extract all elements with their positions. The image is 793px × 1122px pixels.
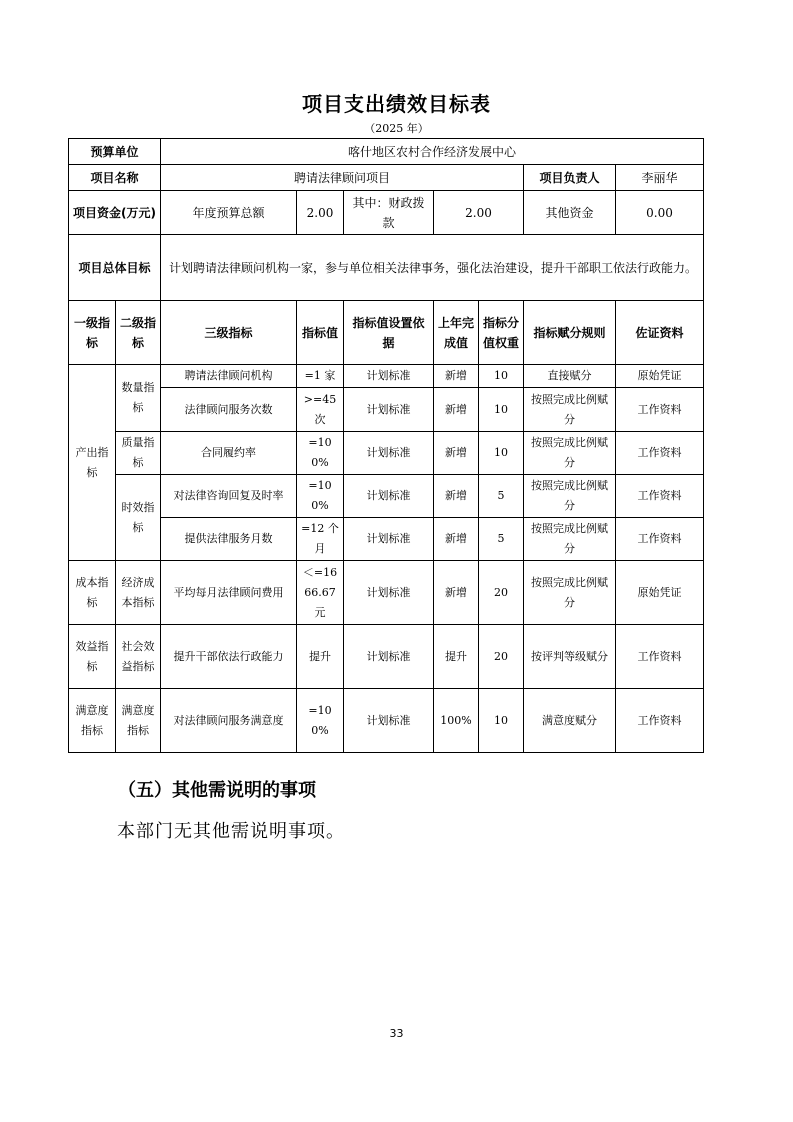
level2-indicator: 时效指标: [116, 475, 161, 561]
evidence: 原始凭证: [616, 561, 704, 625]
scoring-rule: 按评判等级赋分: [524, 625, 616, 689]
indicator-weight: 10: [479, 432, 524, 475]
level1-indicator: 成本指标: [69, 561, 116, 625]
other-funds-label: 其他资金: [524, 191, 616, 235]
indicator-basis: 计划标准: [344, 432, 434, 475]
indicator-weight: 20: [479, 561, 524, 625]
project-owner-label: 项目负责人: [524, 165, 616, 191]
table-row: [69, 518, 704, 561]
col-header: 一级指标: [69, 301, 116, 365]
page-number: 33: [389, 1027, 404, 1040]
year-label: （2025 年）: [364, 122, 429, 135]
table-row: [69, 561, 704, 625]
indicator-value: ＜=1666.67元: [297, 561, 344, 625]
indicator-basis: 计划标准: [344, 561, 434, 625]
indicator-value: =1 家: [297, 365, 344, 388]
table-row: [69, 432, 704, 475]
evidence: 工作资料: [616, 518, 704, 561]
level3-indicator: 聘请法律顾问机构: [161, 365, 297, 388]
other-funds-value: 0.00: [616, 191, 704, 235]
last-year-value: 新增: [434, 388, 479, 432]
last-year-value: 新增: [434, 432, 479, 475]
indicator-value: 提升: [297, 625, 344, 689]
scoring-rule: 按照完成比例赋分: [524, 561, 616, 625]
level2-indicator: 社会效益指标: [116, 625, 161, 689]
indicator-weight: 20: [479, 625, 524, 689]
level3-indicator: 提升干部依法行政能力: [161, 625, 297, 689]
note-paragraph: 本部门无其他需说明事项。: [117, 821, 345, 842]
fiscal-allocation-value: 2.00: [434, 191, 524, 235]
last-year-value: 新增: [434, 365, 479, 388]
overall-goal-label: 项目总体目标: [69, 235, 161, 301]
level3-indicator: 法律顾问服务次数: [161, 388, 297, 432]
level1-indicator: 效益指标: [69, 625, 116, 689]
level3-indicator: 对法律咨询回复及时率: [161, 475, 297, 518]
performance-target-table: [68, 138, 704, 753]
evidence: 工作资料: [616, 689, 704, 753]
indicator-basis: 计划标准: [344, 689, 434, 753]
indicator-value: =100%: [297, 475, 344, 518]
project-owner-value: 李丽华: [616, 165, 704, 191]
indicator-weight: 10: [479, 365, 524, 388]
col-header: 三级指标: [161, 301, 297, 365]
indicator-basis: 计划标准: [344, 365, 434, 388]
project-name-value: 聘请法律顾问项目: [161, 165, 524, 191]
level3-indicator: 对法律顾问服务满意度: [161, 689, 297, 753]
overall-goal-value: 计划聘请法律顾问机构一家，参与单位相关法律事务，强化法治建设，提升干部职工依法行政能力。: [161, 235, 704, 301]
scoring-rule: 按照完成比例赋分: [524, 388, 616, 432]
indicator-basis: 计划标准: [344, 518, 434, 561]
indicator-value: =100%: [297, 689, 344, 753]
col-header: 指标值设置依据: [344, 301, 434, 365]
col-header: 指标赋分规则: [524, 301, 616, 365]
indicator-value: =12 个月: [297, 518, 344, 561]
last-year-value: 新增: [434, 475, 479, 518]
annual-budget-label: 年度预算总额: [161, 191, 297, 235]
col-header: 二级指标: [116, 301, 161, 365]
level3-indicator: 合同履约率: [161, 432, 297, 475]
scoring-rule: 按照完成比例赋分: [524, 432, 616, 475]
indicator-basis: 计划标准: [344, 475, 434, 518]
table-row: [69, 625, 704, 689]
scoring-rule: 按照完成比例赋分: [524, 475, 616, 518]
indicator-weight: 5: [479, 475, 524, 518]
section-heading: （五）其他需说明的事项: [118, 780, 316, 801]
project-name-label: 项目名称: [69, 165, 161, 191]
fiscal-allocation-label: 其中：财政拨款: [344, 191, 434, 235]
level3-indicator: 提供法律服务月数: [161, 518, 297, 561]
level2-indicator: 满意度指标: [116, 689, 161, 753]
scoring-rule: 满意度赋分: [524, 689, 616, 753]
annual-budget-value: 2.00: [297, 191, 344, 235]
col-header: 指标值: [297, 301, 344, 365]
scoring-rule: 按照完成比例赋分: [524, 518, 616, 561]
evidence: 工作资料: [616, 475, 704, 518]
last-year-value: 新增: [434, 561, 479, 625]
indicator-weight: 10: [479, 689, 524, 753]
level1-indicator: 产出指标: [69, 365, 116, 561]
evidence: 工作资料: [616, 625, 704, 689]
table-row: [69, 365, 704, 388]
page-title: 项目支出绩效目标表: [302, 92, 491, 116]
level1-indicator: 满意度指标: [69, 689, 116, 753]
indicator-weight: 5: [479, 518, 524, 561]
budget-unit-value: 喀什地区农村合作经济发展中心: [161, 139, 704, 165]
level2-indicator: 质量指标: [116, 432, 161, 475]
indicator-value: >=45 次: [297, 388, 344, 432]
budget-unit-label: 预算单位: [69, 139, 161, 165]
level3-indicator: 平均每月法律顾问费用: [161, 561, 297, 625]
col-header: 指标分值权重: [479, 301, 524, 365]
indicator-value: =100%: [297, 432, 344, 475]
project-fund-label: 项目资金(万元): [69, 191, 161, 235]
indicator-basis: 计划标准: [344, 625, 434, 689]
scoring-rule: 直接赋分: [524, 365, 616, 388]
table-row: [69, 475, 704, 518]
indicator-weight: 10: [479, 388, 524, 432]
col-header: 佐证资料: [616, 301, 704, 365]
evidence: 工作资料: [616, 388, 704, 432]
evidence: 原始凭证: [616, 365, 704, 388]
table-row: [69, 689, 704, 753]
level2-indicator: 经济成本指标: [116, 561, 161, 625]
last-year-value: 100%: [434, 689, 479, 753]
last-year-value: 新增: [434, 518, 479, 561]
last-year-value: 提升: [434, 625, 479, 689]
evidence: 工作资料: [616, 432, 704, 475]
col-header: 上年完成值: [434, 301, 479, 365]
indicator-basis: 计划标准: [344, 388, 434, 432]
table-row: [69, 388, 704, 432]
level2-indicator: 数量指标: [116, 365, 161, 432]
